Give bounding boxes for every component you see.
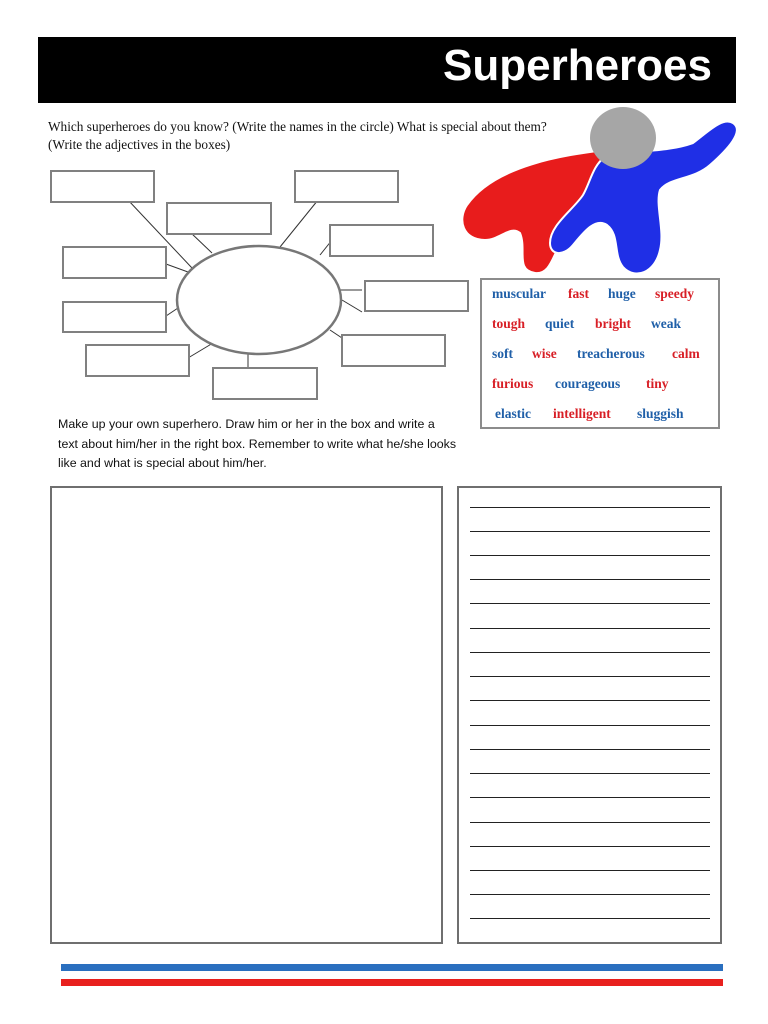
superhero-illustration-icon [455, 105, 745, 285]
adjective-word: intelligent [553, 406, 611, 421]
adjective-box-4[interactable] [329, 224, 434, 257]
adjective-box-9[interactable] [85, 344, 190, 377]
adjective-word: huge [608, 286, 636, 301]
writing-line[interactable] [470, 749, 710, 750]
drawing-box[interactable] [50, 486, 443, 944]
adjective-word: tiny [646, 376, 669, 391]
adjective-word: speedy [655, 286, 695, 301]
writing-line[interactable] [470, 918, 710, 919]
adjective-box-2[interactable] [166, 202, 272, 235]
writing-line[interactable] [470, 652, 710, 653]
instructions-part1: Which superheroes do you know? (Write the names in the circle) What is special about them? (Write the adjectives in the boxes) [48, 119, 547, 152]
writing-line[interactable] [470, 507, 710, 508]
writing-line[interactable] [470, 603, 710, 604]
adjective-word: bright [595, 316, 632, 331]
superhero-mind-map [40, 160, 480, 410]
page-title: Superheroes [443, 41, 712, 90]
adjective-box-8[interactable] [341, 334, 446, 367]
adjective-word: fast [568, 286, 589, 301]
writing-line[interactable] [470, 700, 710, 701]
adjective-word: calm [672, 346, 700, 361]
writing-box[interactable] [457, 486, 722, 944]
footer-stripe-red [61, 979, 723, 986]
writing-line[interactable] [470, 579, 710, 580]
instructions-part2: Make up your own superhero. Draw him or her in the box and write a text about him/her in the right box. Remember to write what he/she looks like and what is special about him/her. [58, 417, 457, 470]
adjective-word: soft [492, 346, 513, 361]
adjective-word: wise [532, 346, 557, 361]
footer-stripe-blue [61, 964, 723, 971]
adjective-box-1[interactable] [50, 170, 155, 203]
adjective-word: courageous [555, 376, 621, 391]
adjective-word: elastic [495, 406, 531, 421]
writing-line[interactable] [470, 870, 710, 871]
writing-line[interactable] [470, 846, 710, 847]
adjective-box-7[interactable] [62, 301, 167, 333]
writing-line[interactable] [470, 822, 710, 823]
writing-line[interactable] [470, 555, 710, 556]
adjective-word: furious [492, 376, 534, 391]
writing-line[interactable] [470, 531, 710, 532]
adjective-word: tough [492, 316, 526, 331]
adjective-word: muscular [492, 286, 546, 301]
writing-line[interactable] [470, 773, 710, 774]
title-banner [38, 37, 736, 103]
adjective-box-6[interactable] [364, 280, 469, 312]
adjective-box-5[interactable] [62, 246, 167, 279]
adjective-word: weak [651, 316, 681, 331]
writing-line[interactable] [470, 725, 710, 726]
adjective-box-10[interactable] [212, 367, 318, 400]
adjective-word: treacherous [577, 346, 645, 361]
writing-line[interactable] [470, 676, 710, 677]
adjective-word: quiet [545, 316, 575, 331]
names-circle [177, 246, 341, 354]
writing-line[interactable] [470, 894, 710, 895]
adjective-word-bank [480, 278, 720, 429]
writing-line[interactable] [470, 797, 710, 798]
adjective-box-3[interactable] [294, 170, 399, 203]
adjective-word: sluggish [637, 406, 684, 421]
writing-line[interactable] [470, 628, 710, 629]
